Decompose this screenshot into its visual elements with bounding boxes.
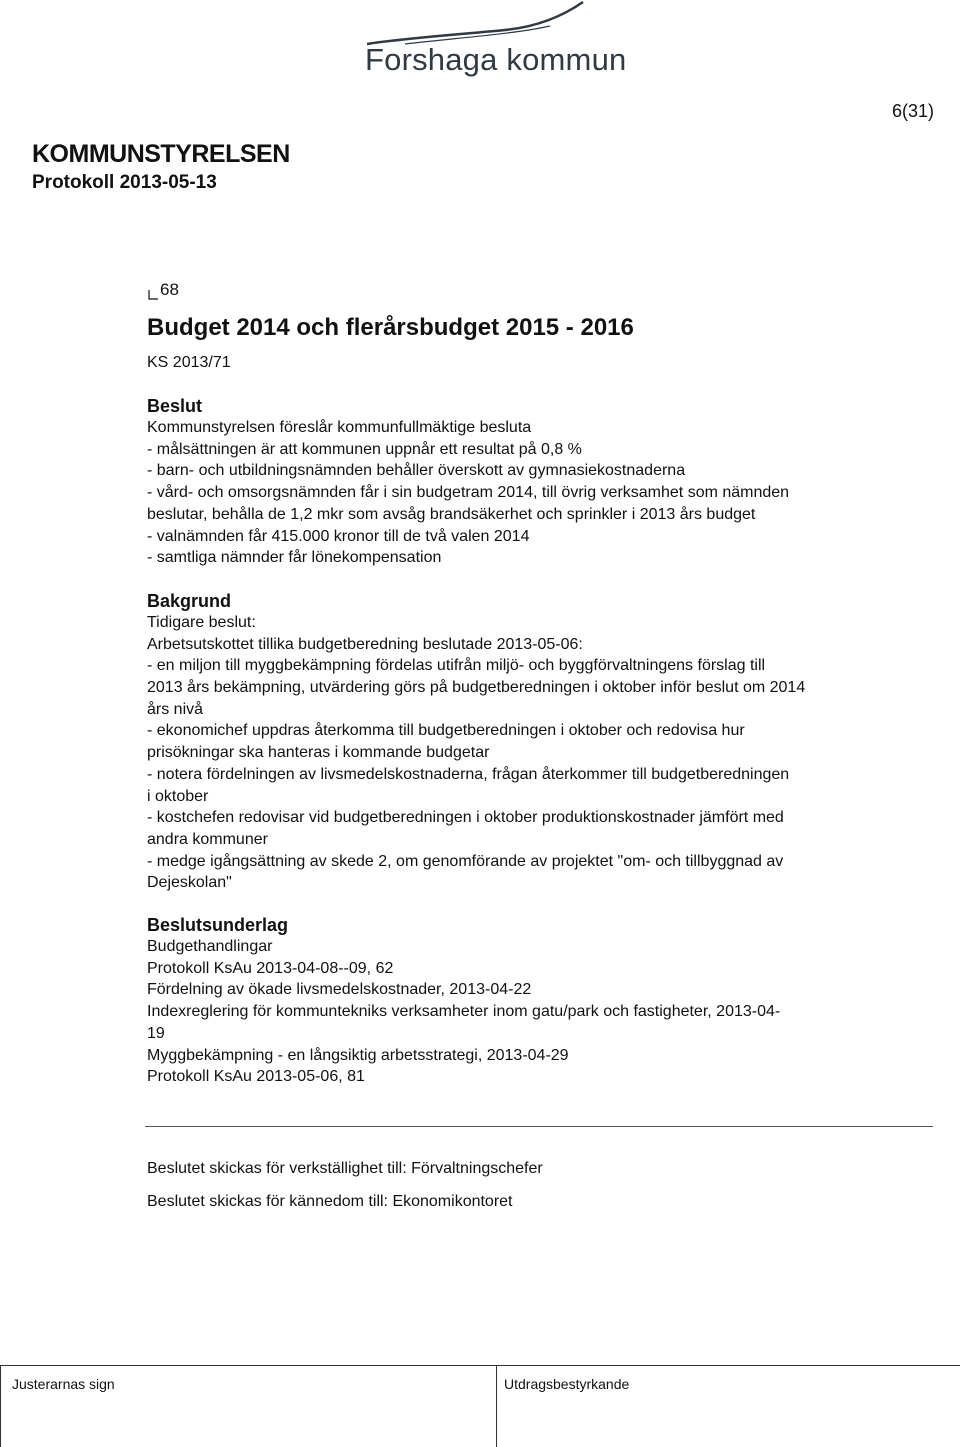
bakgrund-line: års nivå — [147, 700, 204, 718]
beslut-line: - barn- och utbildningsnämnden behåller överskott av gymnasiekostnaderna — [147, 462, 686, 480]
beslutsunderlag-line: Budgethandlingar — [147, 938, 273, 956]
bakgrund-line: Tidigare beslut: — [147, 613, 256, 631]
bakgrund-lines — [147, 612, 937, 894]
bakgrund-line: Arbetsutskottet tillika budgetberedning beslutade 2013-05-06: — [147, 635, 583, 653]
beslut-lines — [147, 417, 937, 569]
case-number: KS 2013/71 — [147, 354, 231, 371]
item-title: Budget 2014 och flerårsbudget 2015 - 2016 — [147, 314, 634, 341]
protocol-date: Protokoll 2013-05-13 — [32, 172, 217, 193]
beslut-line: - samtliga nämnder får lönekompensation — [147, 549, 442, 567]
beslutsunderlag-line: 19 — [147, 1024, 165, 1042]
forshaga-logo — [345, 0, 627, 90]
bakgrund-line: i oktober — [147, 787, 209, 805]
logo-text: Forshaga kommun — [365, 42, 627, 77]
bakgrund-line: 2013 års bekämpning, utvärdering görs på budgetberedningen i oktober inför beslut om 2014 — [147, 679, 806, 697]
beslut-line: - vård- och omsorgsnämnden får i sin budgetram 2014, till övrig verksamhet som nämnden — [147, 484, 790, 502]
beslut-heading: Beslut — [147, 396, 203, 416]
page-number: 6(31) — [891, 101, 934, 121]
beslutsunderlag-line: Protokoll KsAu 2013-04-08--09, 62 — [147, 959, 394, 977]
beslut-line: - målsättningen är att kommunen uppnår ett resultat på 0,8 % — [147, 440, 582, 458]
bakgrund-line: - ekonomichef uppdras återkomma till budgetberedningen i oktober och redovisa hur — [147, 722, 745, 740]
footer-divider — [0, 1365, 960, 1366]
beslutsunderlag-line: Myggbekämpning - en långsiktig arbetsstrategi, 2013-04-29 — [147, 1046, 569, 1064]
beslut-line: Kommunstyrelsen föreslår kommunfullmäktige besluta — [147, 419, 532, 436]
beslutsunderlag-line: Fördelning av ökade livsmedelskostnader, 2013-04-22 — [147, 981, 532, 999]
beslut-line: beslutar, behålla de 1,2 mkr som avsåg brandsäkerhet och sprinkler i 2013 års budget — [147, 505, 756, 523]
footer-adjusters-box — [0, 1366, 1, 1447]
document-body — [147, 280, 937, 1109]
paragraph-reference — [147, 280, 937, 300]
distribution-information: Beslutet skickas för kännedom till: Ekonomikontoret — [147, 1193, 513, 1210]
beslutsunderlag-line: Indexreglering för kommuntekniks verksamheter inom gatu/park och fastigheter, 2013-04- — [147, 1003, 781, 1021]
beslut-section — [147, 396, 937, 569]
beslutsunderlag-lines — [147, 936, 937, 1088]
bakgrund-line: - en miljon till myggbekämpning fördelas utifrån miljö- och byggförvaltningens förslag till — [147, 657, 766, 675]
beslutsunderlag-heading: Beslutsunderlag — [147, 915, 289, 936]
bakgrund-heading: Bakgrund — [147, 590, 232, 611]
bakgrund-line: - medge igångsättning av skede 2, om genomförande av projektet "om- och tillbyggnad av — [147, 852, 784, 870]
section-sign-icon — [147, 282, 159, 300]
footer-extract-label: Utdragsbestyrkande — [504, 1376, 630, 1392]
bakgrund-line: andra kommuner — [147, 830, 268, 848]
paragraph-number: 68 — [160, 280, 179, 299]
footer-extract-box — [496, 1366, 497, 1447]
distribution-execution: Beslutet skickas för verkställighet till: Förvaltningschefer — [147, 1160, 543, 1177]
beslutsunderlag-section — [147, 915, 937, 1088]
footer-adjusters-label: Justerarnas sign — [12, 1376, 115, 1392]
beslut-line: - valnämnden får 415.000 kronor till de två valen 2014 — [147, 527, 530, 545]
bakgrund-section — [147, 591, 937, 894]
beslutsunderlag-line: Protokoll KsAu 2013-05-06, 81 — [147, 1068, 365, 1086]
organization-title: KOMMUNSTYRELSEN — [32, 140, 290, 168]
bakgrund-line: - notera fördelningen av livsmedelskostnaderna, frågan återkommer till budgetberedningen — [147, 765, 790, 783]
bakgrund-line: prisökningar ska hanteras i kommande budgetar — [147, 744, 490, 762]
bakgrund-line: - kostchefen redovisar vid budgetberedningen i oktober produktionskostnader jämfört med — [147, 809, 784, 827]
bakgrund-line: Dejeskolan" — [147, 874, 232, 892]
section-divider — [145, 1126, 933, 1127]
